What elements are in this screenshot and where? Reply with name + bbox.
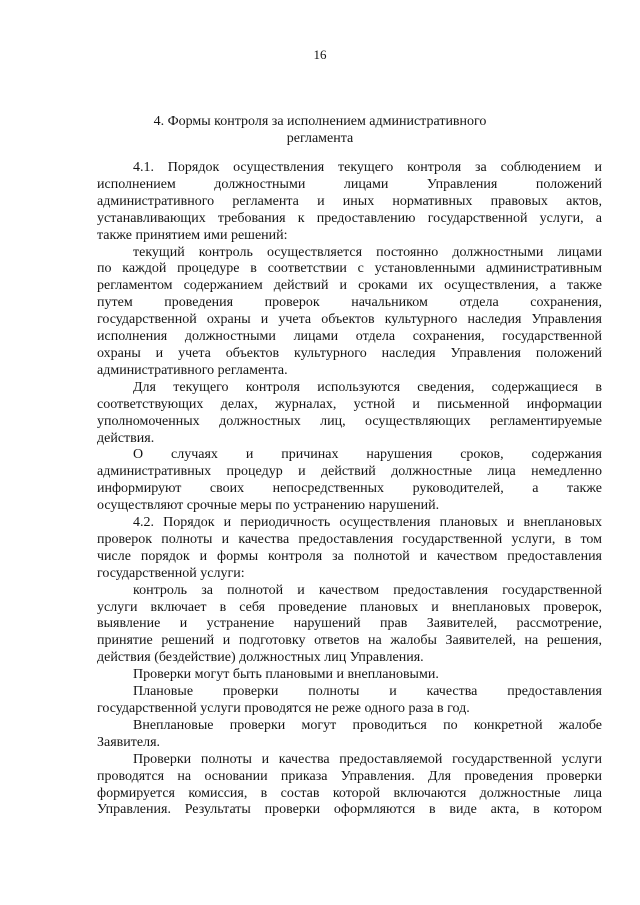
text-line: государственной услуги проводятся не реже одного раза в год. bbox=[97, 701, 470, 716]
text-line: принятие решений и подготовку ответов на жалобы Заявителей, на решения, bbox=[97, 633, 602, 649]
text-line: выявление и устранение нарушений прав Заявителей, рассмотрение, bbox=[97, 616, 602, 632]
text-line: текущий контроль осуществляется постоянно должностными лицами bbox=[133, 244, 602, 260]
text-line: Плановые проверки полноты и качества предоставления bbox=[133, 684, 602, 700]
text-line: действия (бездействие) должностных лиц Управления. bbox=[97, 650, 424, 666]
text-line: путем проведения проверок начальником отдела сохранения, bbox=[97, 295, 602, 311]
text-line: осуществляют срочные меры по устранению нарушений. bbox=[97, 498, 440, 514]
text-line: О случаях и причинах нарушения сроков, содержания bbox=[133, 447, 602, 463]
text-line: формируется комиссия, в состав которой включаются должностные лица bbox=[97, 785, 602, 801]
text-line: исполнения должностными лицами отдела сохранения, государственной bbox=[97, 329, 602, 345]
text-line: административного регламента и иных нормативных правовых актов, bbox=[97, 193, 602, 209]
text-line: государственной охраны и учета объектов культурного наследия Управления bbox=[97, 312, 602, 328]
text-line: числе порядок и формы контроля за полнотой и качеством предоставления bbox=[97, 548, 602, 564]
text-line: Проверки полноты и качества предоставляемой государственной услуги bbox=[133, 751, 602, 767]
text-line: исполнением должностными лицами Управления положений bbox=[97, 176, 602, 192]
text-line: Проверки могут быть плановыми и внеплановыми. bbox=[133, 667, 439, 683]
text-line: действия. bbox=[97, 430, 155, 446]
text-line: информируют своих непосредственных руководителей, а также bbox=[97, 481, 602, 497]
text-line: проверок полноты и качества предоставления государственной услуги, в том bbox=[97, 531, 602, 547]
text-line: проводятся на основании приказа Управления. Для проведения проверки bbox=[97, 768, 602, 784]
text-line: уполномоченных должностных лиц, осуществляющих регламентируемые bbox=[97, 413, 602, 429]
text-line: административного регламента. bbox=[97, 362, 288, 378]
text-line: охраны и учета объектов культурного наследия Управления положений bbox=[97, 345, 602, 361]
text-line: услуги включает в себя проведение плановых и внеплановых проверок, bbox=[97, 599, 602, 615]
text-line: государственной услуги: bbox=[97, 565, 245, 581]
text-line: 4.2. Порядок и периодичность осуществления плановых и внеплановых bbox=[133, 515, 602, 531]
text-line: по каждой процедуре в соответствии с установленными административным bbox=[97, 261, 602, 277]
text-line: Внеплановые проверки могут проводиться по конкретной жалобе bbox=[133, 717, 602, 733]
text-line: регламентом содержанием действий и сроками их осуществления, а также bbox=[97, 278, 602, 294]
text-line: устанавливающих требования к предоставлению государственной услуги, а bbox=[97, 210, 602, 226]
text-line: Для текущего контроля используются сведения, содержащиеся в bbox=[133, 379, 602, 395]
text-line: соответствующих делах, журналах, устной и письменной информации bbox=[97, 396, 602, 412]
page-number: 16 bbox=[313, 47, 327, 62]
text-line: контроль за полнотой и качеством предоставления государственной bbox=[133, 582, 602, 598]
text-line: 4.1. Порядок осуществления текущего контроля за соблюдением и bbox=[133, 160, 602, 175]
text-line: административных процедур и действий должностные лица немедленно bbox=[97, 464, 602, 480]
section-heading-line-2: регламента bbox=[286, 131, 354, 146]
text-line: также принятием ими решений: bbox=[97, 227, 288, 243]
text-line: Управления. Результаты проверки оформляются в виде акта, в котором bbox=[97, 802, 602, 818]
body-text bbox=[97, 160, 602, 819]
section-heading-line-1: 4. Формы контроля за исполнением административного bbox=[153, 114, 487, 129]
text-line: Заявителя. bbox=[97, 734, 161, 750]
